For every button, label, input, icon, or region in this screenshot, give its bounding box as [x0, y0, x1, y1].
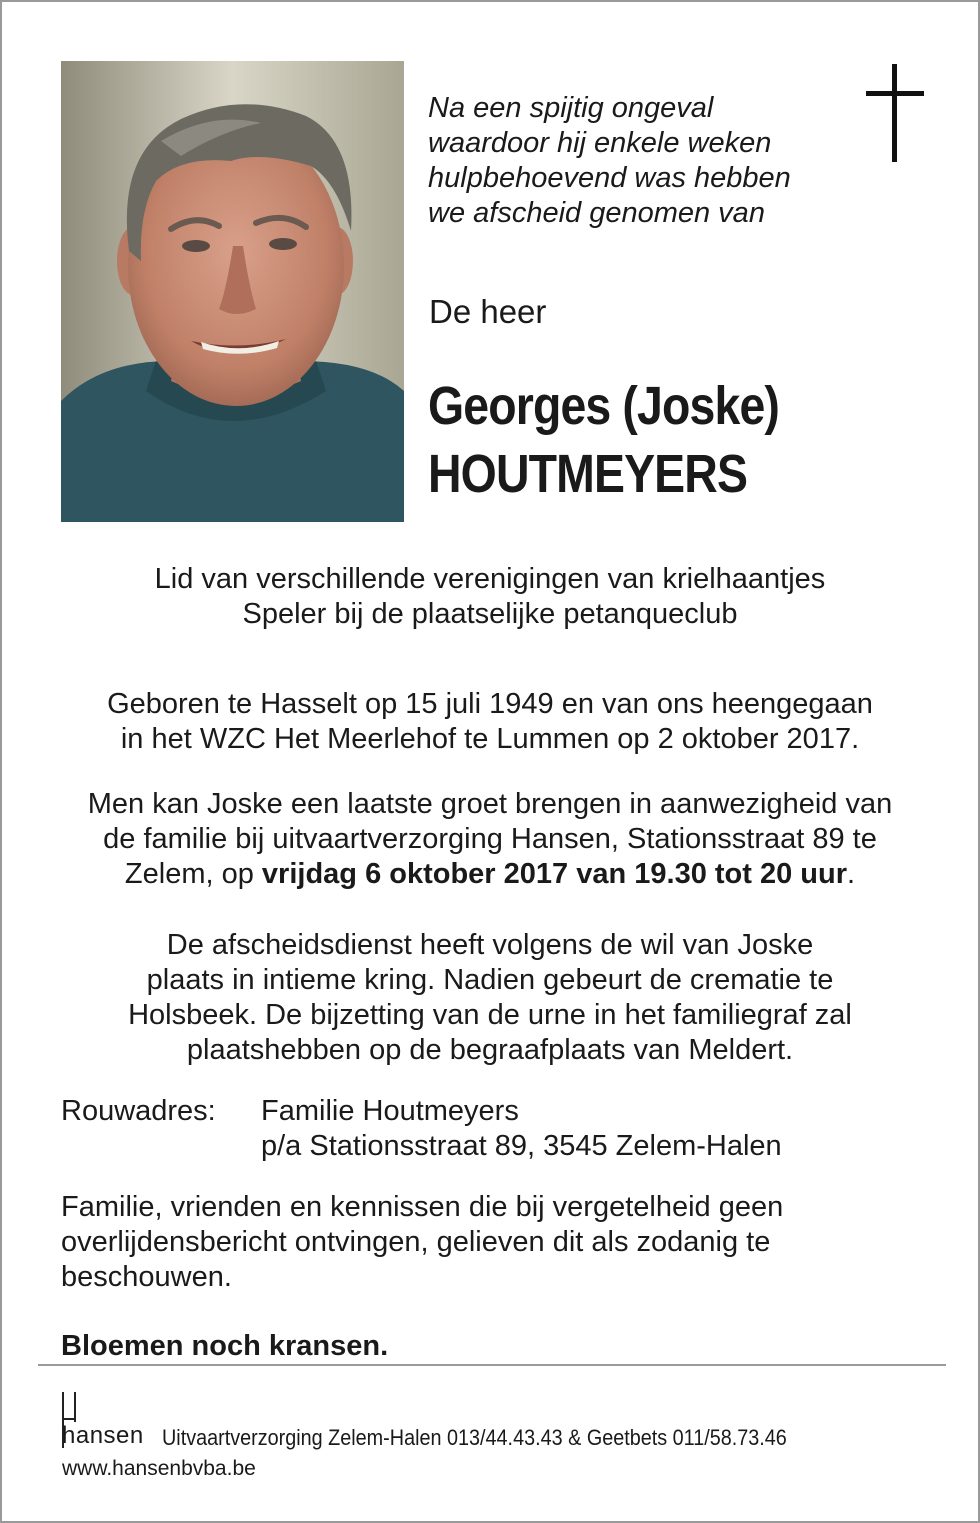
- brand-name: hansen: [62, 1422, 144, 1449]
- service-line: De afscheidsdienst heeft volgens de wil van Joske: [166, 929, 814, 961]
- birth-death-line: in het WZC Het Meerlehof te Lummen op 2 oktober 2017.: [120, 723, 860, 755]
- salutation: De heer: [429, 293, 547, 330]
- address-label: Rouwadres:: [61, 1095, 216, 1127]
- membership-line: Speler bij de plaatselijke petanqueclub: [242, 598, 738, 630]
- visitation-suffix: .: [847, 858, 856, 890]
- flowers-note: Bloemen noch kransen.: [61, 1330, 389, 1362]
- intro-line: hulpbehoevend was hebben: [428, 162, 791, 194]
- intro-line: waardoor hij enkele weken: [428, 127, 772, 159]
- membership-line: Lid van verschillende verenigingen van krielhaantjes: [154, 563, 826, 595]
- portrait-image: [61, 61, 404, 522]
- intro-line: we afscheid genomen van: [428, 197, 765, 229]
- website-link[interactable]: www.hansenbvba.be: [62, 1457, 256, 1480]
- intro-text: [428, 91, 848, 231]
- service-line: plaats in intieme kring. Nadien gebeurt de crematie te: [146, 964, 834, 996]
- visitation-line: de familie bij uitvaartverzorging Hansen, Stationsstraat 89 te: [103, 823, 877, 855]
- service-text: [42, 928, 938, 1068]
- last-name: HOUTMEYERS: [428, 444, 748, 504]
- notice-text: [61, 1190, 941, 1295]
- visitation-line-3: [42, 857, 938, 892]
- notice-line: Familie, vrienden en kennissen die bij vergetelheid geen: [61, 1191, 784, 1223]
- footer-divider: [38, 1364, 946, 1366]
- visitation-line: Men kan Joske een laatste groet brengen in aanwezigheid van: [87, 788, 893, 820]
- funeral-home-info: Uitvaartverzorging Zelem-Halen 013/44.43.43 & Geetbets 011/58.73.46: [162, 1425, 787, 1450]
- service-line: Holsbeek. De bijzetting van de urne in het familiegraf zal: [128, 999, 852, 1031]
- intro-line: Na een spijtig ongeval: [428, 92, 714, 124]
- birth-death-text: [42, 687, 938, 757]
- cross-icon: [866, 64, 924, 162]
- notice-line: beschouwen.: [61, 1261, 232, 1293]
- address-line: p/a Stationsstraat 89, 3545 Zelem-Halen: [261, 1130, 782, 1162]
- deceased-name: [428, 372, 779, 508]
- visitation-prefix: Zelem, op: [124, 858, 262, 890]
- birth-death-line: Geboren te Hasselt op 15 juli 1949 en van ons heengegaan: [107, 688, 873, 720]
- mourning-address: [261, 1094, 782, 1164]
- portrait-photo: [61, 61, 404, 522]
- visitation-text: [42, 787, 938, 892]
- notice-line: overlijdensbericht ontvingen, gelieven dit als zodanig te: [61, 1226, 771, 1258]
- first-name: Georges (Joske): [428, 376, 780, 436]
- address-line: Familie Houtmeyers: [261, 1095, 519, 1127]
- memberships: [42, 562, 938, 632]
- service-line: plaatshebben op de begraafplaats van Meldert.: [186, 1034, 794, 1066]
- visitation-datetime: vrijdag 6 oktober 2017 van 19.30 tot 20 uur: [261, 858, 847, 890]
